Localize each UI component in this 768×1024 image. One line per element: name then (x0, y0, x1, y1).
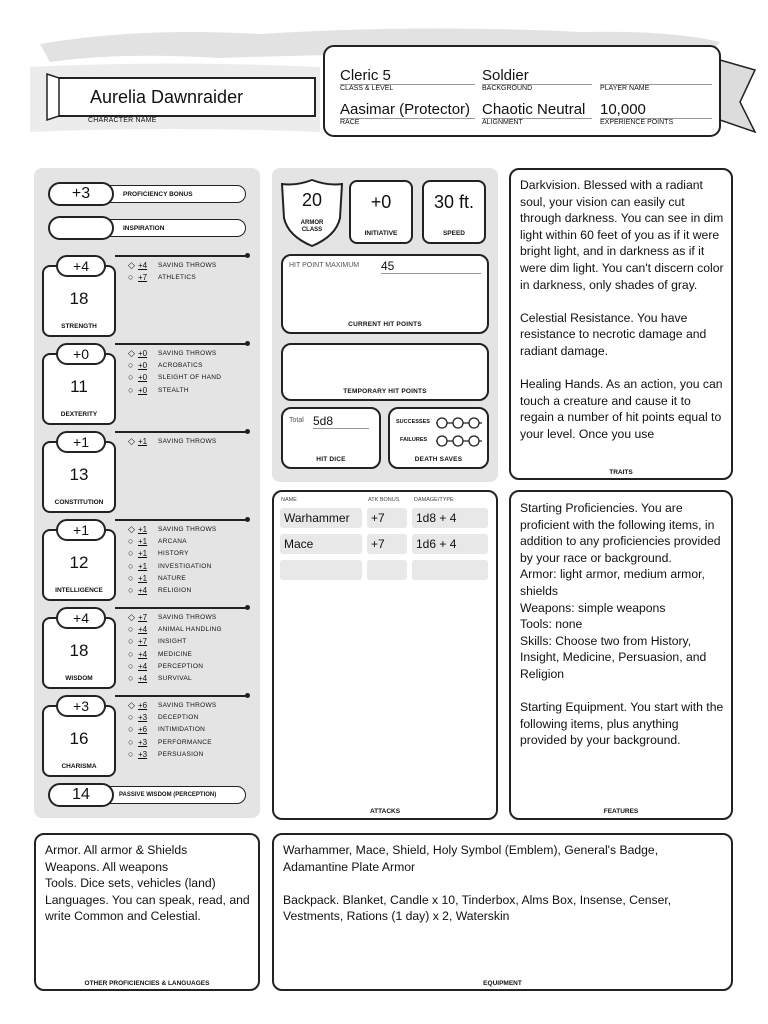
attacks-label: ATTACKS (369, 808, 401, 815)
skill-modifier: +1 (138, 573, 148, 583)
speed-value[interactable]: 30 ft. (433, 192, 475, 212)
proficiency-circle-icon[interactable]: ○ (128, 548, 134, 559)
skill-modifier: +7 (138, 612, 148, 622)
background-group (482, 67, 592, 93)
current-hp-label: CURRENT HIT POINTS (348, 321, 422, 328)
ability-modifier[interactable]: +4 (56, 607, 106, 629)
ability-modifier[interactable]: +3 (56, 695, 106, 717)
ability-name: STRENGTH (61, 323, 97, 330)
skill-modifier: +0 (138, 360, 148, 370)
proficiency-circle-icon[interactable]: ○ (128, 636, 134, 647)
race-label: RACE (340, 119, 360, 126)
proficiency-bonus-value[interactable]: +3 (48, 182, 114, 206)
proficiency-circle-icon[interactable]: ○ (128, 673, 134, 684)
failures-label: FAILURES (400, 437, 428, 443)
saving-throw-diamond-icon[interactable]: ◇ (128, 259, 135, 270)
class-level-field[interactable] (340, 67, 475, 85)
skill-modifier: +6 (138, 700, 148, 710)
inspiration (48, 216, 246, 240)
death-saves-box (388, 407, 489, 469)
player-name-group (600, 67, 712, 93)
skill-modifier: +0 (138, 373, 148, 383)
player-name-label: PLAYER NAME (600, 85, 650, 92)
proficiency-circle-icon[interactable]: ○ (128, 660, 134, 671)
character-name-label: CHARACTER NAME (88, 117, 157, 124)
ability-modifier[interactable]: +0 (56, 343, 106, 365)
skill-row (128, 359, 221, 371)
ability-constitution (42, 434, 116, 513)
skill-modifier: +0 (138, 385, 148, 395)
passive-wisdom-label: PASSIVE WISDOM (PERCEPTION) (88, 786, 246, 804)
ability-score[interactable]: 18 (69, 641, 89, 660)
ability-score[interactable]: 12 (69, 553, 89, 572)
skill-name: INTIMIDATION (158, 726, 206, 734)
skill-row (128, 572, 217, 584)
hp-max-label: HIT POINT MAXIMUM (289, 262, 360, 269)
proficiency-circle-icon[interactable]: ○ (128, 711, 134, 722)
skill-list-intelligence (128, 523, 217, 597)
skill-modifier: +1 (138, 436, 148, 446)
skill-modifier: +4 (138, 586, 148, 596)
ability-name: INTELLIGENCE (55, 587, 103, 594)
alignment-field[interactable] (482, 101, 592, 119)
ability-score[interactable]: 11 (70, 377, 88, 396)
skill-row (128, 560, 217, 572)
proficiency-circle-icon[interactable]: ○ (128, 535, 134, 546)
background-field[interactable] (482, 67, 592, 85)
skill-modifier: +7 (138, 637, 148, 647)
skill-name: STEALTH (158, 386, 189, 394)
skill-modifier: +3 (138, 737, 148, 747)
attack-damage-header: DAMAGE/TYPE (414, 497, 454, 503)
inspiration-label: INSPIRATION (88, 219, 246, 237)
skill-row (128, 748, 217, 760)
attack-bonus-field[interactable]: +7 (367, 508, 407, 528)
armor-class-label: ARMOR CLASS (300, 220, 324, 233)
skill-name: INSIGHT (158, 638, 187, 646)
features-text: Starting Proficiencies. You are proficient with the following items, in addition to any proficiencies provided by your race or background. Armor: light armor, medium armor, shields Weapons: simple weapons Tools: none Skills: Choose two from History, Insight, Medicine, Persuasion, and Religion Starting Equipment. You start with the following items, plus anything provided by your background. (520, 501, 724, 748)
skill-row (128, 523, 217, 535)
hit-dice-box[interactable] (281, 407, 381, 469)
skill-modifier: +4 (138, 649, 148, 659)
skill-modifier: +1 (138, 549, 148, 559)
saving-throw-diamond-icon[interactable]: ◇ (128, 699, 135, 710)
successes-label: SUCCESSES (396, 419, 430, 425)
failure-checkboxes[interactable] (436, 435, 482, 447)
other-proficiencies-label: OTHER PROFICIENCIES & LANGUAGES (84, 980, 210, 987)
hp-max-value[interactable]: 45 (381, 259, 481, 274)
class-level-group (340, 67, 475, 93)
skill-name: ANIMAL HANDLING (158, 625, 222, 633)
skill-name: DECEPTION (158, 713, 199, 721)
hit-dice-label: HIT DICE (316, 456, 346, 463)
shield-icon (280, 178, 344, 248)
skill-row (128, 259, 217, 271)
skill-row (128, 347, 221, 359)
attack-name-field[interactable]: Mace (280, 534, 362, 554)
skill-modifier: +4 (138, 260, 148, 270)
skill-modifier: +3 (138, 749, 148, 759)
initiative-value[interactable]: +0 (370, 192, 392, 212)
skill-row (128, 699, 217, 711)
skill-row (128, 584, 217, 596)
ability-dexterity (42, 346, 116, 425)
skill-row (128, 724, 217, 736)
armor-class-value[interactable]: 20 (301, 190, 323, 210)
skill-name: SLEIGHT OF HAND (158, 374, 222, 382)
skill-row (128, 611, 222, 623)
initiative-box (349, 180, 413, 244)
skill-list-constitution (128, 435, 217, 447)
initiative-label: INITIATIVE (364, 230, 398, 237)
skill-name: RELIGION (158, 587, 192, 595)
proficiency-circle-icon[interactable]: ○ (128, 748, 134, 759)
ability-divider (115, 343, 247, 345)
ability-charisma (42, 698, 116, 777)
proficiency-bonus (48, 182, 246, 206)
skill-list-charisma (128, 699, 217, 760)
attack-damage-field[interactable]: 1d6 + 4 (412, 534, 488, 554)
death-saves-label: DEATH SAVES (414, 456, 463, 463)
saving-throw-diamond-icon[interactable]: ◇ (128, 347, 135, 358)
background-label: BACKGROUND (482, 85, 533, 92)
attack-bonus-field[interactable] (367, 560, 407, 580)
skill-modifier: +1 (138, 524, 148, 534)
skill-row (128, 435, 217, 447)
alignment-label: ALIGNMENT (482, 119, 523, 126)
skill-name: SAVING THROWS (158, 701, 217, 709)
hit-dice-total-value[interactable]: 5d8 (313, 414, 369, 429)
ability-modifier[interactable]: +4 (56, 255, 106, 277)
skill-modifier: +6 (138, 725, 148, 735)
skill-name: HISTORY (158, 550, 189, 558)
saving-throw-diamond-icon[interactable]: ◇ (128, 523, 135, 534)
character-name-field[interactable] (90, 86, 290, 108)
skill-modifier: +3 (138, 712, 148, 722)
speed-label: SPEED (442, 230, 466, 237)
proficiency-circle-icon[interactable]: ○ (128, 648, 134, 659)
skill-modifier: +7 (138, 272, 148, 282)
current-hp-box[interactable] (281, 254, 489, 334)
skill-row (128, 660, 222, 672)
ability-divider (115, 607, 247, 609)
attack-name-field[interactable] (280, 560, 362, 580)
saving-throw-diamond-icon[interactable]: ◇ (128, 611, 135, 622)
race-field[interactable] (340, 101, 475, 119)
equipment-label: EQUIPMENT (483, 980, 522, 987)
skill-name: ACROBATICS (158, 361, 203, 369)
proficiency-bonus-label: PROFICIENCY BONUS (88, 185, 246, 203)
skill-name: SURVIVAL (158, 675, 192, 683)
passive-wisdom (48, 783, 246, 807)
race-group (340, 101, 475, 127)
ability-divider (115, 519, 247, 521)
proficiency-circle-icon[interactable]: ○ (128, 359, 134, 370)
proficiency-circle-icon[interactable]: ○ (128, 271, 134, 282)
skill-name: INVESTIGATION (158, 562, 212, 570)
skill-modifier: +1 (138, 536, 148, 546)
skill-list-strength (128, 259, 217, 284)
ability-wisdom (42, 610, 116, 689)
skill-list-dexterity (128, 347, 221, 396)
skill-modifier: +4 (138, 661, 148, 671)
experience-points-label: EXPERIENCE POINTS (600, 119, 674, 126)
ability-divider (115, 255, 247, 257)
saving-throw-diamond-icon[interactable]: ◇ (128, 435, 135, 446)
passive-wisdom-value[interactable]: 14 (48, 783, 114, 807)
skill-name: SAVING THROWS (158, 261, 217, 269)
proficiency-circle-icon[interactable]: ○ (128, 585, 134, 596)
proficiency-circle-icon[interactable]: ○ (128, 724, 134, 735)
hit-dice-total-label: Total (289, 417, 304, 424)
ability-name: DEXTERITY (60, 411, 98, 418)
skill-row (128, 271, 217, 283)
player-name-field[interactable] (600, 67, 712, 85)
temp-hp-box[interactable] (281, 343, 489, 401)
skill-row (128, 372, 221, 384)
ability-score[interactable]: 16 (69, 729, 89, 748)
proficiency-circle-icon[interactable]: ○ (128, 372, 134, 383)
attack-name-field[interactable]: Warhammer (280, 508, 362, 528)
proficiency-circle-icon[interactable]: ○ (128, 560, 134, 571)
ability-modifier[interactable]: +1 (56, 431, 106, 453)
skill-name: SAVING THROWS (158, 349, 217, 357)
skill-row (128, 736, 217, 748)
attack-damage-field[interactable]: 1d8 + 4 (412, 508, 488, 528)
inspiration-value[interactable] (48, 216, 114, 240)
skill-name: ARCANA (158, 537, 187, 545)
proficiency-circle-icon[interactable]: ○ (128, 736, 134, 747)
other-proficiencies-text: Armor. All armor & Shields Weapons. All weapons Tools. Dice sets, vehicles (land) Languages. You can speak, read, and write Common and Celestial. (45, 843, 250, 924)
features-label: FEATURES (603, 808, 639, 815)
experience-points-field[interactable] (600, 101, 712, 119)
speed-box (422, 180, 486, 244)
proficiency-circle-icon[interactable]: ○ (128, 572, 134, 583)
class-level-label: CLASS & LEVEL (340, 85, 394, 92)
ability-name: CONSTITUTION (54, 499, 104, 506)
skill-modifier: +4 (138, 674, 148, 684)
skill-row (128, 548, 217, 560)
traits-text: Darkvision. Blessed with a radiant soul, your vision can easily cut through darkness. You can see in dim light within 60 feet of you as if it were bright light, and in darkness as if it were dim light. You can't discern color in darkness, only shades of gray. Celestial Resistance. You have resistance to necrotic damage and radiant damage. Healing Hands. As an action, you can touch a creature and cause it to regain a number of hit points equal to your level. Once you use (520, 178, 724, 441)
skill-name: SAVING THROWS (158, 613, 217, 621)
ability-name: WISDOM (65, 675, 93, 682)
traits-label: TRAITS (609, 469, 633, 476)
attack-damage-field[interactable] (412, 560, 488, 580)
alignment-group (482, 101, 592, 127)
skill-name: SAVING THROWS (158, 437, 217, 445)
skill-row (128, 384, 221, 396)
skill-name: PERCEPTION (158, 662, 204, 670)
skill-row (128, 648, 222, 660)
skill-row (128, 535, 217, 547)
attack-bonus-header: ATK BONUS (368, 497, 400, 503)
skill-row (128, 623, 222, 635)
temp-hp-label: TEMPORARY HIT POINTS (343, 388, 427, 395)
skill-name: NATURE (158, 574, 187, 582)
skill-row (128, 711, 217, 723)
success-checkboxes[interactable] (436, 417, 482, 429)
proficiency-circle-icon[interactable]: ○ (128, 384, 134, 395)
skill-name: MEDICINE (158, 650, 193, 658)
ability-score[interactable]: 13 (69, 465, 89, 484)
skill-list-wisdom (128, 611, 222, 685)
skill-name: PERFORMANCE (158, 738, 212, 746)
ability-divider (115, 695, 247, 697)
skill-row (128, 672, 222, 684)
skill-name: ATHLETICS (158, 273, 196, 281)
skill-modifier: +0 (138, 348, 148, 358)
experience-group (600, 101, 712, 127)
attack-name-header: NAME (281, 497, 297, 503)
ability-score[interactable]: 18 (69, 289, 89, 308)
ability-divider (115, 431, 247, 433)
skill-row (128, 636, 222, 648)
ability-name: CHARISMA (61, 763, 97, 770)
ability-modifier[interactable]: +1 (56, 519, 106, 541)
ability-intelligence (42, 522, 116, 601)
skill-modifier: +1 (138, 561, 148, 571)
skill-name: PERSUASION (158, 750, 204, 758)
skill-name: SAVING THROWS (158, 525, 217, 533)
equipment-text: Warhammer, Mace, Shield, Holy Symbol (Emblem), General's Badge, Adamantine Plate Armor Backpack. Blanket, Candle x 10, Tinderbox, Alms Box, Insense, Censer, Vestments, Rations (1 day) x 2, Waterskin (283, 843, 672, 924)
attack-bonus-field[interactable]: +7 (367, 534, 407, 554)
skill-modifier: +4 (138, 624, 148, 634)
ability-strength (42, 258, 116, 337)
proficiency-circle-icon[interactable]: ○ (128, 623, 134, 634)
